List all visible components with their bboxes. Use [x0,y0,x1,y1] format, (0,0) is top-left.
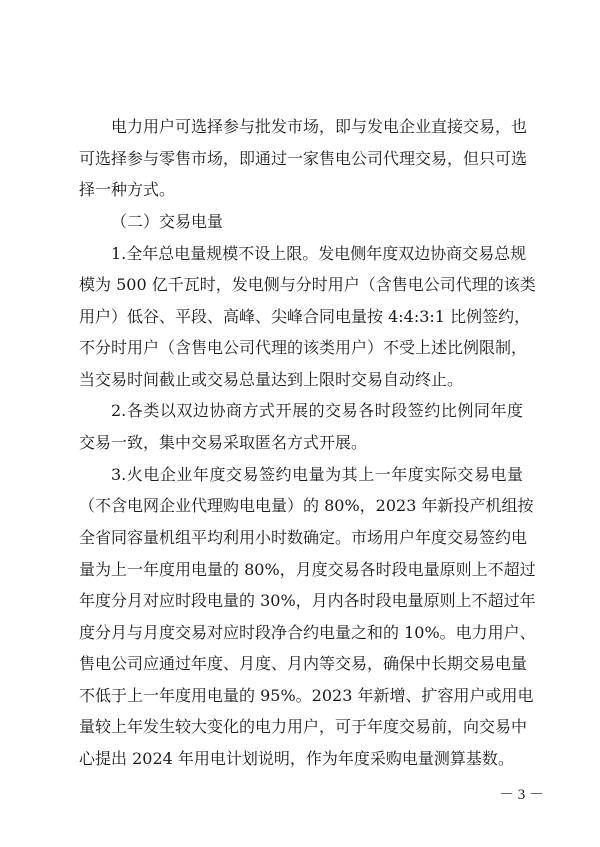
paragraph-2-line-5: 当交易时间截止或交易总量达到上限时交易自动终止。 [79,370,464,389]
paragraph-4-line-1: 3.火电企业年度交易签约电量为其上一年度实际交易电量 [111,465,523,484]
paragraph-3-line-2: 交易一致，集中交易采取匿名方式开展。 [79,433,368,452]
paragraph-4-line-2: （不含电网企业代理购电电量）的 80%，2023 年新投产机组按 [79,496,534,515]
paragraph-2-line-4: 不分时用户（含售电公司代理的该类用户）不受上述比例限制， [79,338,528,357]
paragraph-4-line-7: 售电公司应通过年度、月度、月内等交易，确保中长期交易电量 [79,654,528,673]
paragraph-3-line-1: 2.各类以双边协商方式开展的交易各时段签约比例同年度 [111,401,523,420]
paragraph-4-line-10: 心提出 2024 年用电计划说明，作为年度采购电量测算基数。 [79,749,514,768]
paragraph-2-line-1: 1.全年总电量规模不设上限。发电侧年度双边协商交易总规 [111,244,527,263]
paragraph-1-line-1: 电力用户可选择参与批发市场，即与发电企业直接交易，也 [111,117,528,136]
paragraph-4-line-9: 量较上年发生较大变化的电力用户，可于年度交易前，向交易中 [79,717,528,736]
paragraph-1-line-2: 可选择参与零售市场，即通过一家售电公司代理交易，但只可选 [79,149,528,168]
paragraph-4-line-4: 量为上一年度用电量的 80%，月度交易各时段电量原则上不超过 [79,560,536,579]
paragraph-2-line-3: 用户）低谷、平段、高峰、尖峰合同电量按 4:4:3:1 比例签约， [79,307,531,326]
page-number: － 3 － [498,787,544,803]
paragraph-2-line-2: 模为 500 亿千瓦时，发电侧与分时用户（含售电公司代理的该类 [79,275,536,294]
paragraph-4-line-8: 不低于上一年度用电量的 95%。2023 年新增、扩容用户或用电 [79,686,534,705]
section-heading: （二）交易电量 [111,212,224,231]
paragraph-4-line-6: 度分月与月度交易对应时段净合约电量之和的 10%。电力用户、 [79,623,536,642]
paragraph-4-line-3: 全省同容量机组平均利用小时数确定。市场用户年度交易签约电 [79,528,528,547]
paragraph-1-line-3: 择一种方式。 [79,180,176,199]
paragraph-4-line-5: 年度分月对应时段电量的 30%，月内各时段电量原则上不超过年 [79,591,536,610]
